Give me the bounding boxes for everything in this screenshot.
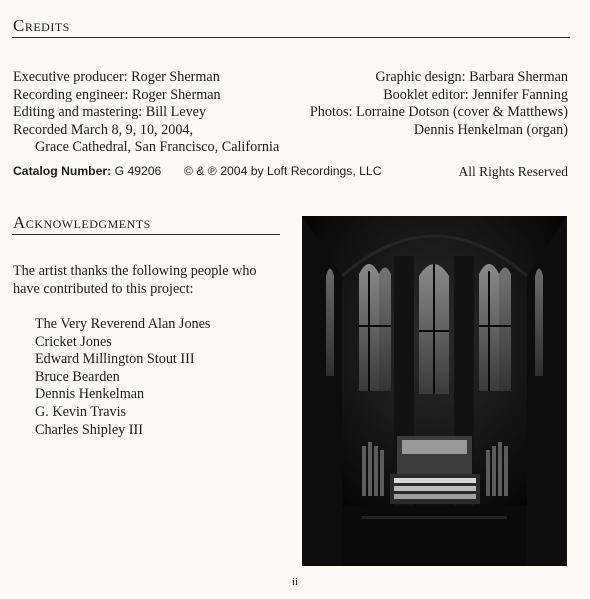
credit-photos: Photos: Lorraine Dotson (cover & Matthews) [309, 104, 568, 121]
rights-reserved: All Rights Reserved [458, 164, 568, 179]
list-item: The Very Reverend Alan Jones [35, 316, 211, 332]
copyright-notice: © & ℗ 2004 by Loft Recordings, LLC [184, 164, 382, 178]
cathedral-organ-photo [302, 216, 567, 566]
list-item: Charles Shipley III [35, 421, 143, 438]
catalog-row [13, 164, 568, 182]
acknowledgments-list [35, 316, 210, 439]
list-item: Dennis Henkelman [35, 386, 145, 403]
list-item: Bruce Bearden [35, 368, 120, 385]
credits-left-column [13, 69, 279, 157]
credit-booklet-editor: Booklet editor: Jennifer Fanning [383, 86, 568, 103]
credit-graphic-design: Graphic design: Barbara Sherman [375, 69, 568, 85]
credit-photos-organ: Dennis Henkelman (organ) [413, 121, 568, 138]
page-number: ii [291, 576, 299, 588]
credit-recording-engineer: Recording engineer: Roger Sherman [13, 86, 221, 103]
credit-executive-producer: Executive producer: Roger Sherman [13, 69, 220, 85]
credit-recorded-location: Grace Cathedral, San Francisco, California [35, 139, 280, 156]
catalog-label: Catalog Number: [13, 164, 112, 178]
list-item: Edward Millington Stout III [35, 351, 195, 368]
credit-recorded-date: Recorded March 8, 9, 10, 2004, [13, 121, 194, 138]
list-item: G. Kevin Travis [35, 403, 127, 420]
credits-heading: Credits [13, 16, 70, 35]
catalog-number: G 49206 [111, 164, 162, 178]
acknowledgments-intro: The artist thanks the following people who have contributed to this project: [13, 263, 257, 297]
acknowledgments-rule [12, 234, 280, 235]
credit-editing-mastering: Editing and mastering: Bill Levey [13, 104, 207, 121]
credits-right-column [310, 69, 568, 139]
credits-rule [12, 37, 570, 38]
acknowledgments-heading: Acknowledgments [13, 213, 151, 232]
organ-photo-graphic [302, 216, 567, 566]
list-item: Cricket Jones [35, 333, 112, 350]
